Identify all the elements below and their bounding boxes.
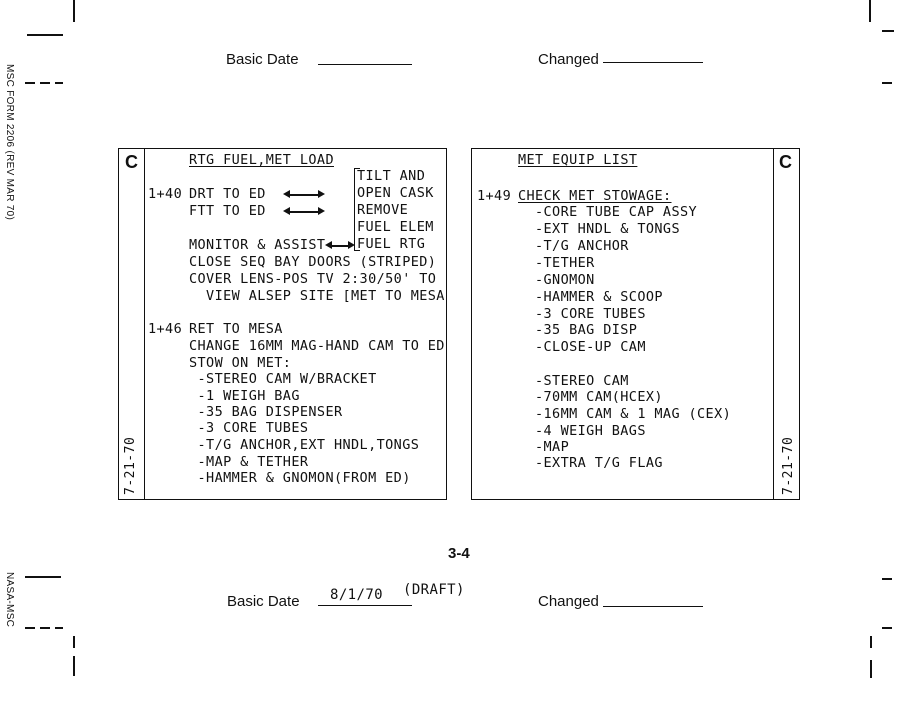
left-line-10: -STEREO CAM W/BRACKET [189,371,377,387]
header-changed-label: Changed [538,51,599,68]
equip-item-16: -EXTRA T/G FLAG [535,455,663,471]
equip-item-7: -3 CORE TUBES [535,306,646,322]
equip-item-11: -STEREO CAM [535,373,629,389]
right-tab-letter: C [779,152,792,172]
left-line-12: -35 BAG DISPENSER [189,404,343,420]
left-line-8: CHANGE 16MM MAG-HAND CAM TO ED [189,338,445,354]
header-changed-blank [603,62,703,63]
left-line-9: STOW ON MET: [189,355,292,371]
equip-item-8: -35 BAG DISP [535,322,638,338]
equip-item-15: -MAP [535,439,570,455]
top-right-tick [869,0,871,22]
equip-item-12: -70MM CAM(HCEX) [535,389,663,405]
publisher-label: NASA-MSC [4,572,15,628]
footer-changed-blank [603,606,703,607]
bottom-left-tick-1 [73,636,75,648]
equip-item-3: -T/G ANCHOR [535,238,629,254]
left-line-14: -T/G ANCHOR,EXT HNDL,TONGS [189,437,420,453]
form-id-label: MSC FORM 2206 (REV MAR 70) [4,64,15,221]
left-dash-short-2 [40,82,50,84]
left-line-7: RET TO MESA [189,321,283,337]
top-left-tick [73,0,75,22]
bottom-left-dash [25,576,61,578]
right-dash-mid [882,82,892,84]
bottom-right-dash-2 [882,627,892,629]
left-line-5: COVER LENS-POS TV 2:30/50' TO [189,271,437,287]
left-panel-title: RTG FUEL,MET LOAD [189,152,334,168]
left-dash-short-3 [55,82,63,84]
footer-basic-date-blank [318,605,412,606]
header-basic-date-label: Basic Date [226,51,299,68]
double-arrow-monitor [331,245,349,247]
bottom-right-tick-1 [870,636,872,648]
equip-item-6: -HAMMER & SCOOP [535,289,663,305]
equip-item-13: -16MM CAM & 1 MAG (CEX) [535,406,732,422]
bottom-left-dash-short-3 [55,627,63,629]
right-check-time: 1+49 [477,188,512,204]
bracket-note-3: REMOVE [357,202,409,218]
left-line-13: -3 CORE TUBES [189,420,309,436]
equip-item-14: -4 WEIGH BAGS [535,423,646,439]
page-number: 3-4 [448,545,470,562]
bottom-right-dash [882,578,892,580]
left-line-4: CLOSE SEQ BAY DOORS (STRIPED) [189,254,437,270]
left-line-15: -MAP & TETHER [189,454,309,470]
footer-basic-date-value: 8/1/70 [330,587,383,603]
bottom-left-tick-2 [73,656,75,676]
top-right-dash [882,30,894,32]
right-equipment-panel [471,148,800,500]
left-line-11: -1 WEIGH BAG [189,388,300,404]
bottom-left-dash-short-1 [25,627,35,629]
right-panel-title: MET EQUIP LIST [518,152,638,168]
double-arrow-ftt [289,211,319,213]
header-basic-date-blank [318,64,412,65]
left-time-2: 1+46 [148,321,183,337]
bracket-note-5: FUEL RTG [357,236,426,252]
right-check-title: CHECK MET STOWAGE: [518,188,672,204]
left-line-6: VIEW ALSEP SITE [MET TO MESA [189,288,445,304]
equip-item-4: -TETHER [535,255,595,271]
equip-item-5: -GNOMON [535,272,595,288]
left-line-2: FTT TO ED [189,203,266,219]
equip-item-1: -CORE TUBE CAP ASSY [535,204,698,220]
left-line-3: MONITOR & ASSIST [189,237,326,253]
left-dash-short-1 [25,82,35,84]
bracket-note-1: TILT AND [357,168,426,184]
left-tab-letter: C [125,152,138,172]
left-line-16: -HAMMER & GNOMON(FROM ED) [189,470,411,486]
left-tab-date: 7-21-70 [123,436,138,495]
left-checklist-panel [118,148,447,500]
left-time-1: 1+40 [148,186,183,202]
right-tab-date: 7-21-70 [781,436,796,495]
footer-basic-date-label: Basic Date [227,593,300,610]
double-arrow-drt [289,194,319,196]
footer-draft-note: (DRAFT) [403,582,465,598]
footer-changed-label: Changed [538,593,599,610]
equip-item-9: -CLOSE-UP CAM [535,339,646,355]
left-line-1: DRT TO ED [189,186,266,202]
bottom-left-dash-short-2 [40,627,50,629]
bottom-right-tick-2 [870,660,872,678]
bracket-note-2: OPEN CASK [357,185,434,201]
bracket-note-4: FUEL ELEM [357,219,434,235]
equip-item-2: -EXT HNDL & TONGS [535,221,680,237]
top-left-dash [27,34,63,36]
